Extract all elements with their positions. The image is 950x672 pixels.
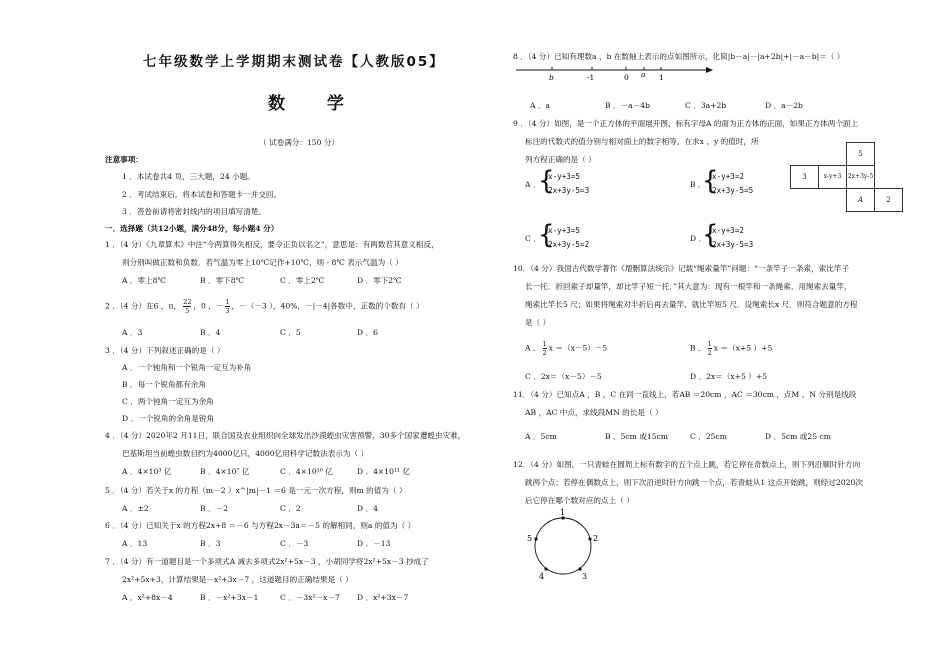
- q7-line2: 2x²+5x+3，计算结果是－x²+3x－7 ，这道题目的正确结果是（ ）: [122, 575, 353, 584]
- q9-line3: 列方程正确的是（ ）: [525, 155, 596, 164]
- q8-option-a: A ．a: [530, 101, 551, 110]
- circle-label-3: 3: [582, 572, 588, 581]
- q2-option-c: C ．5: [280, 328, 301, 337]
- axis-label-a: a: [641, 70, 646, 79]
- q1-option-c: C ．零上2℃: [280, 276, 325, 285]
- q2-mid: ，0 ，－: [193, 301, 224, 311]
- q9-option-a-eq1: x-y+3=5: [548, 172, 581, 181]
- q4-option-a: A ．4×10³ 亿: [122, 467, 172, 476]
- q1-option-d: D ．零下2℃: [357, 276, 402, 285]
- q10-option-b-label: B ．: [690, 343, 706, 353]
- circle-label-2: 2: [593, 534, 599, 543]
- q8-option-b: B ．－a－4b: [605, 101, 650, 110]
- q3-stem: 3 ．（4 分）下列叙述正确的是（ ）: [105, 346, 225, 355]
- notice-item: 1 ．本试卷共4 页，三大题，24 小题。: [122, 172, 255, 181]
- q9-option-c-label: C ．: [525, 234, 541, 243]
- q6-stem: 6 ．（4 分）已知关于x 的方程2x+8 ＝－6 与方程2x－3a＝－5 的解相同，则a 的值为（ ）: [105, 521, 416, 530]
- q12-line2: 跳两个点；若停在偶数点上，则下次沿逆时针方向跳一个点，若青蛙从1 这点开始跳，则经过2020次: [525, 478, 863, 487]
- circle-point-3: [578, 567, 581, 570]
- q9-option-a-eq2: 2x+3y-5=3: [548, 186, 590, 195]
- q9-option-d-label: D ．: [690, 234, 707, 243]
- cube-net: [790, 142, 903, 212]
- q2-frac2-num: 1: [225, 298, 230, 306]
- notice-item: 3 ．答卷前请将密封线内的项目填写清楚。: [122, 207, 266, 216]
- cube-empty: [875, 166, 903, 189]
- q10-option-d: D ．2x＝（x+5 ）+5: [690, 372, 768, 381]
- q2-stem: [105, 298, 424, 315]
- q11-option-d: D ．5cm 或25 cm: [765, 432, 831, 441]
- cube-cell-2x3y5: 2x+3y-5: [847, 166, 875, 189]
- q9-option-c-eq1: x-y+3=5: [548, 226, 581, 235]
- q7-option-d: D ．x²+3x－7: [357, 593, 409, 602]
- q10-option-a-fraction: [543, 340, 547, 357]
- q2-frac2-den: 3: [225, 307, 230, 315]
- q6-option-c: C ．－3: [280, 539, 309, 548]
- q6-option-b: B ．3: [200, 539, 221, 548]
- brace-icon: {: [702, 166, 719, 196]
- q1-line2: 则分别叫做正数和负数．若气温为零上10℃记作+10℃，则 - 8℃ 表示气温为（ ）: [122, 258, 403, 267]
- score-note: （ 试卷满分：150 分）: [259, 138, 340, 147]
- q10-option-b-fraction: [708, 340, 712, 357]
- q9-option-d-eq1: x-y+3=2: [712, 226, 745, 235]
- notice-item: 2 ．考试结束后，将本试卷和答题卡一并交回。: [122, 190, 282, 199]
- circle-label-1: 1: [560, 508, 566, 517]
- q3-option-d: D ．一个锐角的余角是锐角: [122, 414, 215, 423]
- q12-line3: 后它停在哪个数对应的点上（ ）: [525, 496, 634, 505]
- q1-option-b: B ．零下8℃: [200, 276, 245, 285]
- subject-title: 数 学: [268, 94, 362, 114]
- q4-line2: 巴基斯坦当前蝗虫数目约为4000亿只，4000亿用科学记数法表示为（ ）: [122, 449, 369, 458]
- q10-a-frac-den: 2: [542, 349, 547, 357]
- q4-option-b: B ．4×10⁷ 亿: [200, 467, 250, 476]
- q10-option-b-tail: x ＝（x+5 ）+5: [713, 343, 773, 353]
- q10-line2: 长一托．折回索子却量竿，却比竿子短一托．”其大意为：现有一根竿和一条绳索，用绳索去量竿，: [525, 282, 852, 291]
- q5-option-c: C ．2: [280, 504, 301, 513]
- q8-option-c: C ．3a+2b: [685, 101, 727, 110]
- q6-option-a: A ．13: [122, 539, 148, 548]
- notice-heading: 注意事项：: [105, 155, 143, 164]
- q2-option-a: A ．3: [122, 328, 143, 337]
- q6-option-d: D ．－13: [357, 539, 391, 548]
- q8-number-line: [516, 62, 716, 84]
- q5-stem: 5 ．（4 分）若关于x 的方程（m－2 ）x^|m|－1 ＝6 是一元一次方程，则m 的值为（ ）: [105, 486, 407, 495]
- cube-cell-3: 3: [791, 166, 819, 189]
- q10-line4: 是（ ）: [525, 318, 551, 327]
- q2-option-d: D ．6: [357, 328, 378, 337]
- axis-label-minus-one: -1: [587, 73, 595, 82]
- cube-cell-5: 5: [847, 143, 875, 166]
- q4-option-d: D ．4×10¹¹ 亿: [357, 467, 411, 476]
- q11-option-b: B ．5cm 或15cm: [605, 432, 668, 441]
- q9-option-c-eq2: 2x+3y-5=2: [548, 240, 590, 249]
- q11-option-a: A ．5cm: [525, 432, 557, 441]
- q2-option-b: B ．4: [200, 328, 221, 337]
- q10-line3: 绳索比竿长5 尺；如果将绳索对半折后再去量竿，就比竿短5 尺．设绳索长x 尺．则符合题意的方程: [525, 300, 858, 309]
- q2-pre: 2 ．（4 分）在6 ，π，: [105, 301, 182, 311]
- q1-line1: 1 ．（4 分）《九章算术》中注“今两算得失相反，要令正负以名之”，意思是：有两数若其意义相反，: [105, 240, 439, 249]
- q2-post: ，－（－3 ），40%，－|－4|各数中，正数的个数有（ ）: [231, 301, 424, 311]
- q1-option-a: A ．零上8℃: [122, 276, 167, 285]
- q10-option-a-label: A ．: [525, 343, 541, 353]
- brace-icon: {: [538, 220, 555, 250]
- q2-frac-den: 5: [185, 307, 190, 315]
- q9-option-b-eq1: x-y+3=2: [712, 172, 745, 181]
- q10-a-frac-num: 1: [542, 340, 547, 348]
- q9-line1: 9 ．（4 分）如图，是一个正方体的平面展开图，标有字母A 的面为正方体的正面，如果正方体两个面上: [513, 119, 859, 128]
- q7-option-a: A ．x²+8x－4: [122, 593, 173, 602]
- q5-option-d: D ．4: [357, 504, 378, 513]
- cube-cell-a: A: [847, 189, 875, 212]
- cube-empty: [791, 143, 819, 166]
- cube-cell-2: 2: [875, 189, 903, 212]
- axis-label-b: b: [549, 73, 554, 82]
- brace-icon: {: [538, 166, 555, 196]
- q10-b-frac-den: 2: [707, 349, 712, 357]
- cube-empty: [819, 189, 847, 212]
- circle-point-5: [534, 537, 537, 540]
- circle-label-4: 4: [539, 572, 545, 581]
- q12-line1: 12．（4 分）如图，一只青蛙在圆周上标有数字的五个点上跳，若它停在奇数点上，则下列沿顺时针方向: [513, 460, 861, 469]
- q8-option-d: D ．a－2b: [765, 101, 803, 110]
- q11-line1: 11．（4 分）已知点A ，B ，C 在同一直线上，若AB ＝20cm ，AC ＝30cm ，点M 、N 分别是线段: [513, 390, 857, 399]
- q4-option-c: C ．4×10¹⁰ 亿: [280, 467, 333, 476]
- cube-cell-x-y-3: x-y+3: [819, 166, 847, 189]
- circle-point-4: [544, 567, 547, 570]
- right-column: [480, 0, 950, 672]
- q9-option-b-label: B ．: [690, 180, 706, 189]
- section-heading: 一．选择题（共12小题，满分48分，每小题4 分）: [105, 224, 279, 233]
- q9-option-d-eq2: 2x+3y-5=3: [712, 240, 754, 249]
- q5-option-b: B ．－2: [200, 504, 229, 513]
- q12-circle-diagram: [520, 508, 610, 588]
- cube-empty: [791, 189, 819, 212]
- q2-fraction-1-3: [225, 298, 229, 315]
- q3-option-b: B ．每一个锐角都有余角: [122, 380, 206, 389]
- q10-option-a-tail: x ＝（x－5）－5: [548, 343, 608, 353]
- q10-option-b: [690, 340, 772, 357]
- q9-line2: 标注的代数式的值分别与相对面上的数字相等，在求x 、y 的值时，所: [525, 137, 759, 146]
- q9-option-a-label: A ．: [525, 180, 541, 189]
- q11-line2: AB ，AC 中点，求线段MN 的长是（ ）: [525, 408, 663, 417]
- q8-stem: 8 ．（4 分）已知有理数a ，b 在数轴上表示的点如图所示，化简|b－a|－|a+2b|+|－a－b|＝（ ）: [513, 52, 845, 61]
- page-title: 七年级数学上学期期末测试卷【人教版05】: [143, 54, 445, 70]
- q4-line1: 4 ．（4 分）2020年2 月11日，联合国及农业组织向全球发出沙漠蝗虫灾害预警，30多个国家遭蝗虫灾难，: [105, 431, 466, 440]
- q2-frac-num: 22: [183, 298, 192, 306]
- circle-label-5: 5: [527, 534, 533, 543]
- circle-point-2: [588, 537, 591, 540]
- q3-option-c: C ．两个钝角一定互为余角: [122, 397, 214, 406]
- q10-option-c: C ．2x＝（x－5）－5: [525, 372, 602, 381]
- q10-line1: 10．（4 分）我国古代数学著作《增删算法统宗》记载“绳索量竿”问题：“一条竿子一条索，索比竿子: [513, 264, 850, 273]
- brace-icon: {: [702, 220, 719, 250]
- q7-option-b: B ．－x²+3x－1: [200, 593, 259, 602]
- q2-fraction-22-5: [183, 298, 191, 315]
- axis-label-zero: 0: [624, 73, 629, 82]
- q7-line1: 7 ．（4 分）有一道题目是一个多项式A 减去多项式2x²+5x－3 ，小胡同学将2x²+5x－3 抄成了: [105, 557, 429, 566]
- q11-option-c: C ．25cm: [690, 432, 727, 441]
- q7-option-c: C ．－3x²－x－7: [280, 593, 340, 602]
- q3-option-a: A ．一个钝角和一个锐角一定互为补角: [122, 363, 252, 372]
- q10-b-frac-num: 1: [707, 340, 712, 348]
- cube-empty: [819, 143, 847, 166]
- q10-option-a: [525, 340, 607, 357]
- q9-option-b-eq2: 2x+3y-5=5: [712, 186, 754, 195]
- cube-empty: [875, 143, 903, 166]
- axis-label-one: 1: [659, 73, 664, 82]
- q5-option-a: A ．±2: [122, 504, 149, 513]
